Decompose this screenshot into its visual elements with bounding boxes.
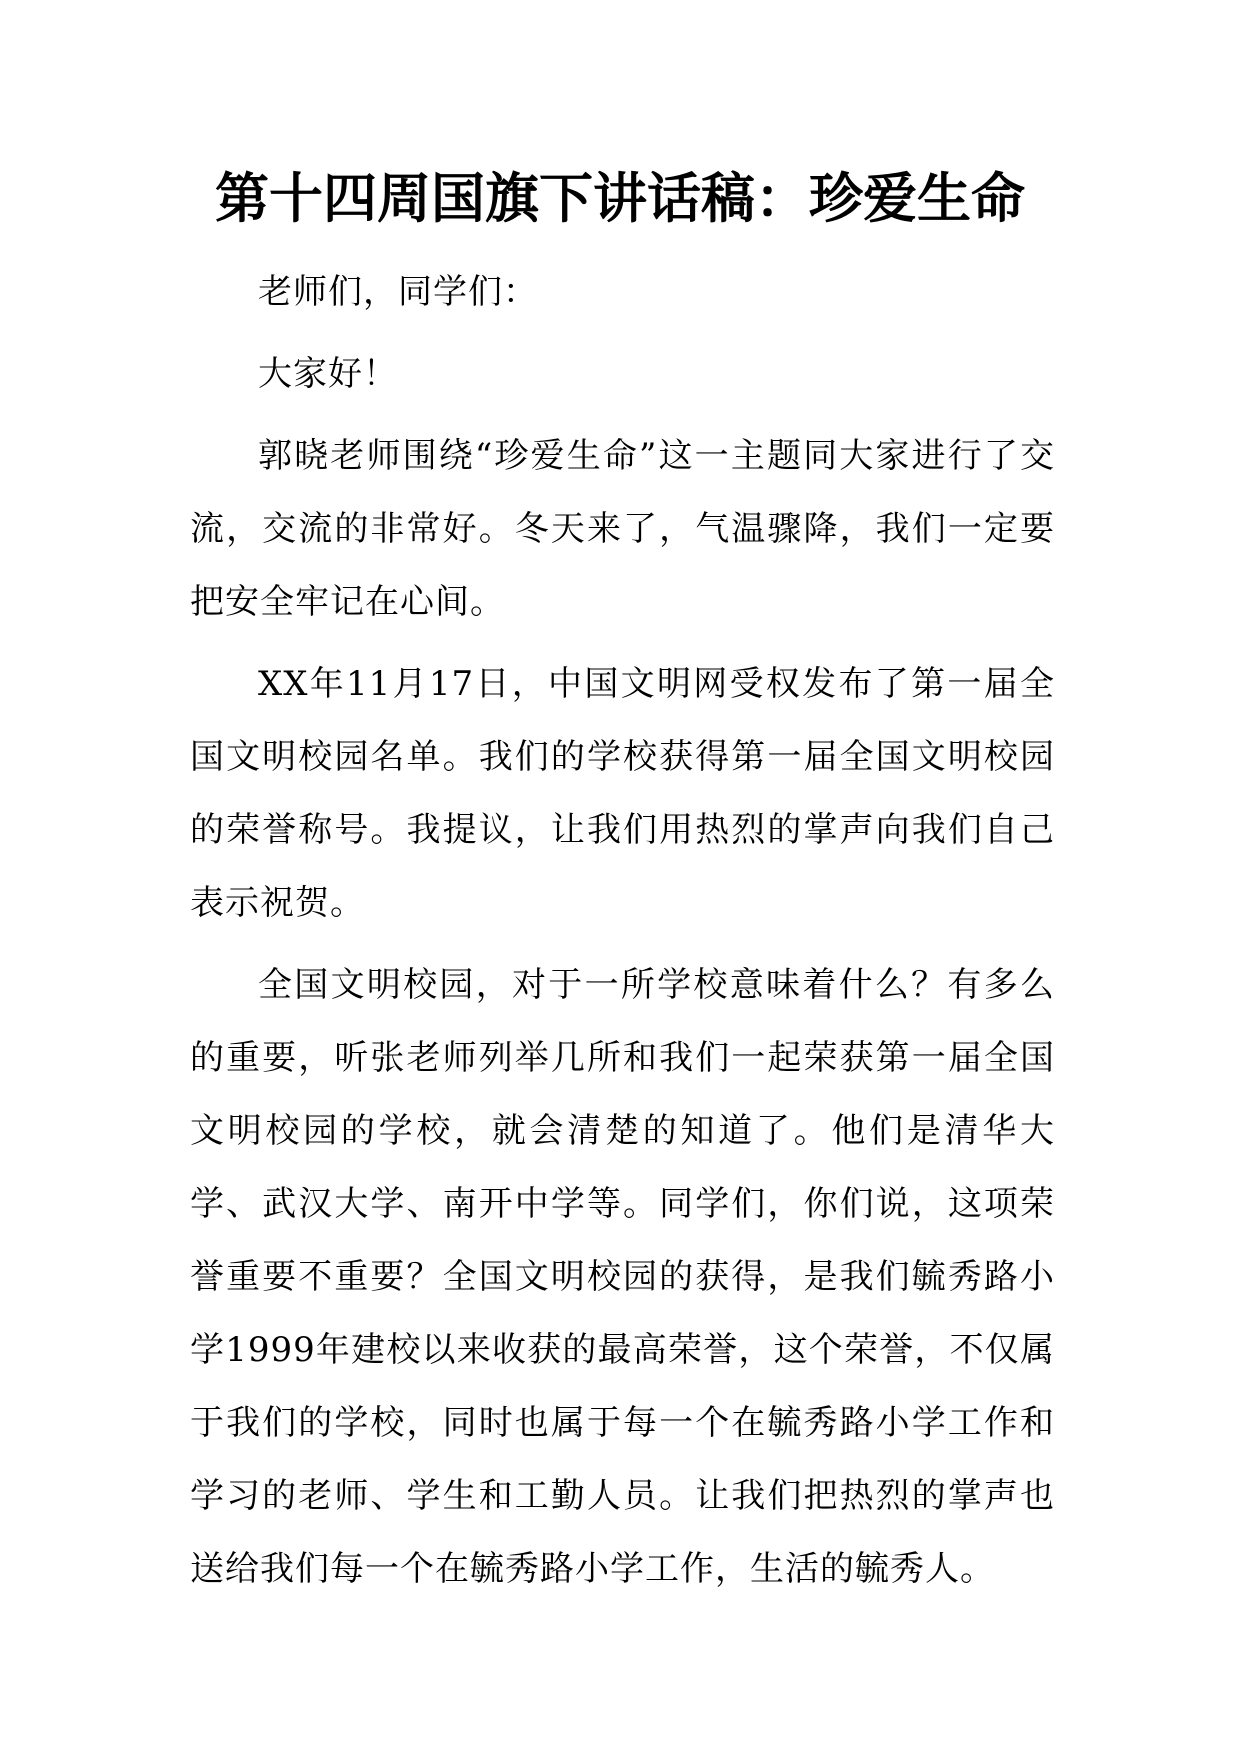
salutation: 老师们，同学们：: [258, 272, 538, 312]
paragraph: 全国文明校园，对于一所学校意味着什么？有多么的重要，听张老师列举几所和我们一起荣获第一届全国文明校园的学校，就会清楚的知道了。他们是清华大学、武汉大学、南开中学等。同学们，你们说，这项荣誉重要不重要？全国文明校园的获得，是我们毓秀路小学1999年建校以来收获的最高荣誉，这个荣誉，不仅属于我们的学校，同时也属于每一个在毓秀路小学工作和学习的老师、学生和工勤人员。让我们把热烈的掌声也送给我们每一个在毓秀路小学工作，生活的毓秀人。: [190, 965, 1055, 1589]
greeting: 大家好！: [258, 354, 398, 394]
paragraph: XX年11月17日，中国文明网受权发布了第一届全国文明校园名单。我们的学校获得第一届全国文明校园的荣誉称号。我提议，让我们用热烈的掌声向我们自己表示祝贺。: [190, 664, 1055, 923]
paragraph: 郭晓老师围绕“珍爱生命”这一主题同大家进行了交流，交流的非常好。冬天来了，气温骤降，我们一定要把安全牢记在心间。: [190, 436, 1055, 622]
document-title: 第十四周国旗下讲话稿：珍爱生命: [215, 167, 1025, 230]
document-body: [190, 256, 1055, 1615]
